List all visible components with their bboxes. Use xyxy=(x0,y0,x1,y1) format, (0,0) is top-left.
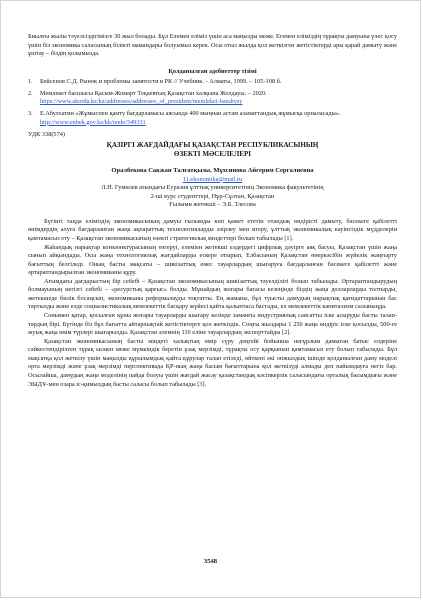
page-content xyxy=(28,33,397,389)
intro-paragraph: Биылғы жылы тәуелсіздігімізге 30 жыл болады. Бұл Елемен еліміз үшін аса маңызды меже. Егемен еліміздің тұрақты дамуына үлес қосу үшін біз экономика саласының білікті мамандары болуымыз керек. Осы отыз жылда қол жеткізген жетістіктерді ары қарай дамыту және ұштау – біздің қолымызда. xyxy=(28,33,397,58)
literature-item-text: Е.Абулхатин «Жұмыспен қамту бағдарламасы аясында 400 мыңнан астам азаматтандық жұмысқа орналасады». xyxy=(40,109,341,117)
literature-list xyxy=(28,78,397,127)
literature-heading: Қолданылған әдебиеттер тізімі xyxy=(168,67,257,75)
article-authors: Оралбекова Сакжан Талғатқызы, Мұхсинова Айгерим Сергалиевна xyxy=(111,166,314,174)
body-paragraph: Сонымен қатар, қосылған құны жоғары тауарларды шығару кезінде заманғы индустриялық саясатты іске асыруды басты талаптардың бірі. Бүгінде біз бұл бағытта айтарлықтай жетістіктерге қол жеткіздік. Соңғы жылдары 1 250 жаңа өндіріс іске қосылды, 500-ге жуық жаңа өнім түрлері шығарылды. Қазақстан әлемнің 110 еліне тауарлардың экспорттайды [2]. xyxy=(28,312,397,337)
article-title-line: ҚАЗІРГІ ЖАҒДАЙДАҒЫ ҚАЗАҚСТАН РЕСПУБЛИКАСЫНЫҢ xyxy=(106,140,319,149)
affiliation-line: 2-ші курс студенттері, Нұр-Сұлтан, Қазақстан xyxy=(150,192,275,200)
supervisor-line: Ғылыми жетекші – Э.Б. Тлесова xyxy=(169,201,256,209)
page-number: 3548 xyxy=(203,558,218,565)
article-title-line: ӨЗЕКТІ МӘСЕЛЕЛЕРІ xyxy=(173,149,252,158)
body-paragraph: Ағымдағы дағдарыстың бір себебі – Қазақстан экономикасының шикізаттық тәуелділігі болып табылады. Әртараптандырудың болмауының негізгі себебі – «ресурстық қарғыс» болды. Мұнайдың жоғары бағасы кезеңінде біздің жаңа долларларды толтырды, жетекшеде билік босаңсып, экономиканы реформалауды тоқтатты. Ең жаманы, бұл туысты дамудың нарықтық қағидаттарынан бас тартылды және елде социалистикалық мемлекеттік басқару жүйесі қайта қалыптаса бастады, ел мемлекеттік капитализм салыныңда. xyxy=(28,277,397,311)
literature-item-text: Мемлекет басшысы Қасым-Жомарт Тоқаевтың Қазақстан халқына Жолдауы. – 2020. xyxy=(40,89,267,97)
literature-item xyxy=(28,78,397,87)
body-paragraph: Қазақстан экономикасының басты міндеті халықтың өмір сүру деңгейі бойынша неғұрлым дамыған батыс елдеріне сәйкестендірілген тұрақ ысмен меже мүмкіндік беретін ұзақ мерзімді, тұрақты осу қарқынын қамтамасыз ету болып табылады. Бұл мақсатқа қол жеткізу үшін маңызды құрылымдық қайта құрулар талап етіледі, өйткені екі онжылдық ішінде қолданылған даму моделі орта мерзімді және ұзақ мерзімді перспективада ҚР-ның жаңа басым бағыттарына қол жеткізуді алмады деп пайымдауға негіз бар. Осылайша, дамудың жаңа моделінің пайда болуы үшін жағдай жасау қазақстандық кәсіпкерлік саласындағы орталық басымдығы және ЭЫДҰ-мен озара іс-қимылдың басты саласы болып табылады [3]. xyxy=(28,337,397,388)
literature-item-number: 3. xyxy=(28,109,33,117)
literature-item-link[interactable]: http://www.enbek.gov.kz/kk/node/349331 xyxy=(40,118,146,126)
literature-item-link[interactable]: https://www.akorda.kz/kz/addresses/addresses_of_president/memleket-basshysy xyxy=(40,98,243,106)
literature-item xyxy=(28,110,397,127)
article-body xyxy=(28,218,397,389)
body-paragraph: Жаһандық нарықтар конъюнктурасының өзгеруі, елеміен жетекші елдердегі цифрлық дәуірге аяқ басуы, Қазақстан үшін жаңа сынып айқындады. Осы жаңа технологиялық жағдайларды ескере отырып, Елбасының Қазақстан өнеркәсібін жүйелік жаңғырту бағыттың белгіледі. Оның басты мақсаты – шикізаттық емес тауарлардың шығаруға бағдарланған бәсекеге қабілетті және әртараптандырылған экономиканы құру. xyxy=(28,243,397,277)
article-title xyxy=(28,141,397,159)
literature-item-number: 2. xyxy=(28,89,33,97)
author-email[interactable]: 11.ekonomika@mail.ru xyxy=(182,175,243,183)
literature-item xyxy=(28,90,397,107)
literature-item-number: 1. xyxy=(28,78,33,86)
udk-code: УДК 338(574) xyxy=(28,131,65,139)
body-paragraph: Бүгінгі таңда еліміздің экономикасының дамуы ғылымды көп қажет ететін отандық өндірісті дамыту, бәсекеге қабілетті өнімдердің алуға бағдарланған жаңа ақпараттық технологияларды әзірлеу мен игеру, ұлттық экономикалық кауіпсіздік мүдделерін қамтамасыз ету – Қазақстан экономикасының өзекті стратегиялық міндеттері болып табылады [1]. xyxy=(28,217,397,242)
literature-item-text: Бейсенов С.Д. Рынок и проблемы занятости в РК // Учебник. - Алматы, 1999. – 105-108 б. xyxy=(40,78,282,86)
affiliation-line: Л.Н. Гумилев атындағы Еуразия ұлттық университетінің Экономика факультетінің xyxy=(101,184,324,192)
